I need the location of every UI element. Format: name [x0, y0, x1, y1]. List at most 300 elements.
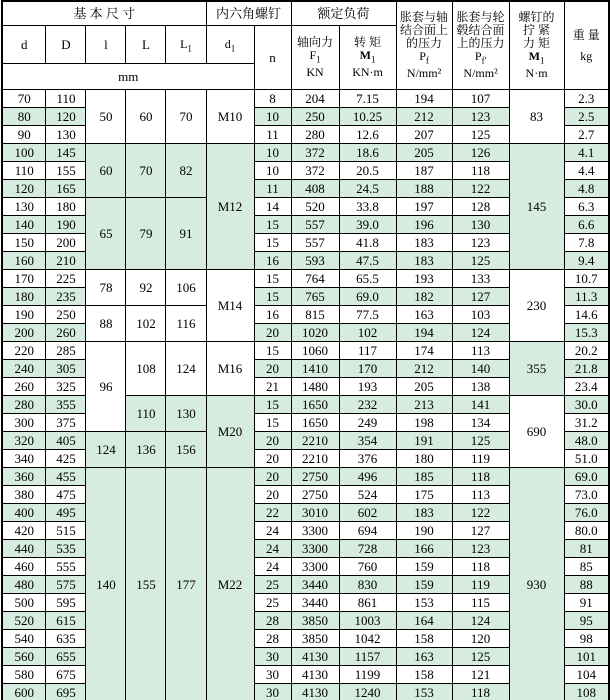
- cell-shaft-pressure: 182: [396, 288, 452, 306]
- cell-n: 11: [254, 126, 291, 144]
- cell-hub-pressure: 138: [452, 378, 509, 396]
- cell-n: 15: [254, 234, 291, 252]
- cell-shaft-pressure: 163: [396, 648, 452, 666]
- header-col-d: d: [2, 26, 46, 64]
- cell-L1: 82: [166, 144, 206, 198]
- cell-n: 15: [254, 288, 291, 306]
- cell-hub-pressure: 118: [452, 162, 509, 180]
- cell-D: 475: [46, 486, 86, 504]
- header-hex-socket-screw: 内六角螺钉: [206, 1, 291, 26]
- cell-torque: 69.0: [339, 288, 396, 306]
- cell-d: 540: [2, 630, 46, 648]
- cell-d: 600: [2, 684, 46, 700]
- cell-shaft-pressure: 180: [396, 450, 452, 468]
- cell-hub-pressure: 124: [452, 324, 509, 342]
- cell-L: 110: [126, 396, 166, 432]
- cell-hub-pressure: 118: [452, 684, 509, 700]
- cell-d: 300: [2, 414, 46, 432]
- cell-weight: 48.0: [564, 432, 609, 450]
- cell-D: 375: [46, 414, 86, 432]
- cell-L1: 116: [166, 306, 206, 342]
- cell-D: 655: [46, 648, 86, 666]
- cell-L: 79: [126, 198, 166, 270]
- cell-L: 70: [126, 144, 166, 198]
- cell-d: 500: [2, 594, 46, 612]
- cell-shaft-pressure: 188: [396, 180, 452, 198]
- cell-weight: 7.8: [564, 234, 609, 252]
- header-col-L: L: [126, 26, 166, 64]
- cell-axial-force: 4130: [291, 684, 339, 700]
- cell-d1: M16: [206, 342, 254, 396]
- cell-axial-force: 250: [291, 108, 339, 126]
- cell-weight: 76.0: [564, 504, 609, 522]
- cell-weight: 20.2: [564, 342, 609, 360]
- cell-shaft-pressure: 187: [396, 162, 452, 180]
- cell-shaft-pressure: 159: [396, 558, 452, 576]
- cell-shaft-pressure: 153: [396, 594, 452, 612]
- cell-d: 220: [2, 342, 46, 360]
- cell-axial-force: 3300: [291, 522, 339, 540]
- cell-d: 340: [2, 450, 46, 468]
- cell-D: 165: [46, 180, 86, 198]
- cell-D: 495: [46, 504, 86, 522]
- cell-weight: 2.5: [564, 108, 609, 126]
- cell-torque: 39.0: [339, 216, 396, 234]
- cell-shaft-pressure: 183: [396, 252, 452, 270]
- cell-hub-pressure: 122: [452, 180, 509, 198]
- cell-d1: M12: [206, 144, 254, 270]
- cell-d: 580: [2, 666, 46, 684]
- cell-n: 30: [254, 666, 291, 684]
- cell-weight: 2.3: [564, 90, 609, 108]
- cell-shaft-pressure: 212: [396, 360, 452, 378]
- cell-n: 21: [254, 378, 291, 396]
- cell-n: 15: [254, 270, 291, 288]
- cell-d: 150: [2, 234, 46, 252]
- cell-n: 16: [254, 252, 291, 270]
- cell-torque: 77.5: [339, 306, 396, 324]
- cell-axial-force: 3010: [291, 504, 339, 522]
- cell-weight: 14.6: [564, 306, 609, 324]
- header-col-L1: $L_1$: [166, 26, 206, 64]
- cell-hub-pressure: 133: [452, 270, 509, 288]
- cell-n: 24: [254, 522, 291, 540]
- table-row: [2, 342, 609, 360]
- cell-hub-pressure: 123: [452, 234, 509, 252]
- cell-shaft-pressure: 205: [396, 378, 452, 396]
- cell-shaft-pressure: 166: [396, 540, 452, 558]
- cell-torque: 47.5: [339, 252, 396, 270]
- cell-d: 260: [2, 378, 46, 396]
- cell-n: 15: [254, 342, 291, 360]
- header-rated-load: 额定负荷: [291, 1, 396, 26]
- cell-L1: 130: [166, 396, 206, 432]
- cell-axial-force: 3850: [291, 630, 339, 648]
- cell-weight: 108: [564, 684, 609, 700]
- cell-hub-pressure: 119: [452, 450, 509, 468]
- cell-torque: 354: [339, 432, 396, 450]
- cell-hub-pressure: 125: [452, 252, 509, 270]
- header-shaft-pressure: 胀套与轴 结合面上 的压力 $P_f$ N/mm²: [396, 1, 452, 90]
- cell-weight: 2.7: [564, 126, 609, 144]
- cell-D: 120: [46, 108, 86, 126]
- cell-weight: 81: [564, 540, 609, 558]
- cell-d: 110: [2, 162, 46, 180]
- cell-shaft-pressure: 212: [396, 108, 452, 126]
- table-row: [2, 270, 609, 288]
- cell-torque: 170: [339, 360, 396, 378]
- cell-D: 455: [46, 468, 86, 486]
- cell-hub-pressure: 119: [452, 576, 509, 594]
- cell-D: 145: [46, 144, 86, 162]
- cell-D: 325: [46, 378, 86, 396]
- cell-d: 190: [2, 306, 46, 324]
- cell-L: 60: [126, 90, 166, 144]
- cell-hub-pressure: 125: [452, 432, 509, 450]
- cell-torque: 102: [339, 324, 396, 342]
- cell-D: 515: [46, 522, 86, 540]
- cell-torque: 7.15: [339, 90, 396, 108]
- cell-shaft-pressure: 164: [396, 612, 452, 630]
- cell-axial-force: 372: [291, 144, 339, 162]
- cell-shaft-pressure: 183: [396, 234, 452, 252]
- cell-hub-pressure: 107: [452, 90, 509, 108]
- cell-torque: 193: [339, 378, 396, 396]
- cell-shaft-pressure: 158: [396, 666, 452, 684]
- cell-weight: 80.0: [564, 522, 609, 540]
- cell-axial-force: 3440: [291, 576, 339, 594]
- cell-torque: 830: [339, 576, 396, 594]
- header-hub-pressure: 胀套与轮 毂结合面 上的压力 $P_{f'}$ N/mm²: [452, 1, 509, 90]
- table-body: [2, 90, 609, 700]
- cell-axial-force: 593: [291, 252, 339, 270]
- cell-n: 15: [254, 414, 291, 432]
- cell-d: 480: [2, 576, 46, 594]
- cell-shaft-pressure: 174: [396, 342, 452, 360]
- cell-l: 96: [86, 342, 126, 432]
- header-col-n: n: [254, 26, 291, 90]
- cell-axial-force: 3300: [291, 558, 339, 576]
- cell-shaft-pressure: 191: [396, 432, 452, 450]
- cell-d1: M20: [206, 396, 254, 468]
- cell-torque: 18.6: [339, 144, 396, 162]
- cell-axial-force: 2210: [291, 450, 339, 468]
- cell-n: 14: [254, 198, 291, 216]
- cell-n: 30: [254, 684, 291, 700]
- cell-D: 210: [46, 252, 86, 270]
- cell-l: 88: [86, 306, 126, 342]
- cell-hub-pressure: 140: [452, 360, 509, 378]
- cell-tightening-torque: 145: [509, 144, 564, 270]
- cell-torque: 1003: [339, 612, 396, 630]
- cell-shaft-pressure: 205: [396, 144, 452, 162]
- cell-n: 15: [254, 216, 291, 234]
- cell-d1: M10: [206, 90, 254, 144]
- cell-l: 60: [86, 144, 126, 198]
- cell-L: 155: [126, 468, 166, 700]
- cell-d: 380: [2, 486, 46, 504]
- cell-weight: 4.8: [564, 180, 609, 198]
- header-torque: 转 矩 $M_1$ KN·m: [339, 26, 396, 90]
- cell-L: 92: [126, 270, 166, 306]
- expansion-sleeve-spec-table: [1, 0, 610, 700]
- cell-hub-pressure: 123: [452, 540, 509, 558]
- cell-axial-force: 1480: [291, 378, 339, 396]
- cell-D: 190: [46, 216, 86, 234]
- cell-weight: 91: [564, 594, 609, 612]
- cell-D: 200: [46, 234, 86, 252]
- cell-torque: 65.5: [339, 270, 396, 288]
- cell-D: 235: [46, 288, 86, 306]
- cell-L: 102: [126, 306, 166, 342]
- cell-torque: 524: [339, 486, 396, 504]
- table-row: [2, 468, 609, 486]
- cell-axial-force: 1060: [291, 342, 339, 360]
- cell-n: 15: [254, 396, 291, 414]
- cell-torque: 117: [339, 342, 396, 360]
- cell-weight: 21.8: [564, 360, 609, 378]
- cell-n: 10: [254, 144, 291, 162]
- cell-torque: 249: [339, 414, 396, 432]
- cell-hub-pressure: 103: [452, 306, 509, 324]
- cell-axial-force: 1410: [291, 360, 339, 378]
- cell-l: 140: [86, 468, 126, 700]
- cell-d: 160: [2, 252, 46, 270]
- cell-L1: 106: [166, 270, 206, 306]
- cell-d: 320: [2, 432, 46, 450]
- cell-weight: 6.6: [564, 216, 609, 234]
- cell-axial-force: 520: [291, 198, 339, 216]
- cell-weight: 104: [564, 666, 609, 684]
- header-row-1: [2, 1, 609, 26]
- cell-D: 425: [46, 450, 86, 468]
- cell-tightening-torque: 355: [509, 342, 564, 396]
- cell-axial-force: 2750: [291, 486, 339, 504]
- cell-tightening-torque: 930: [509, 468, 564, 700]
- cell-l: 50: [86, 90, 126, 144]
- cell-shaft-pressure: 183: [396, 504, 452, 522]
- cell-axial-force: 3850: [291, 612, 339, 630]
- cell-L1: 70: [166, 90, 206, 144]
- cell-d: 280: [2, 396, 46, 414]
- cell-hub-pressure: 118: [452, 468, 509, 486]
- cell-hub-pressure: 134: [452, 414, 509, 432]
- cell-torque: 694: [339, 522, 396, 540]
- cell-D: 260: [46, 324, 86, 342]
- cell-D: 305: [46, 360, 86, 378]
- cell-hub-pressure: 124: [452, 612, 509, 630]
- cell-n: 10: [254, 162, 291, 180]
- cell-D: 635: [46, 630, 86, 648]
- cell-weight: 88: [564, 576, 609, 594]
- cell-shaft-pressure: 153: [396, 684, 452, 700]
- cell-d1: M14: [206, 270, 254, 342]
- cell-n: 22: [254, 504, 291, 522]
- cell-axial-force: 557: [291, 216, 339, 234]
- cell-shaft-pressure: 207: [396, 126, 452, 144]
- cell-torque: 376: [339, 450, 396, 468]
- header-axial-force: 轴向力 $F_1$ KN: [291, 26, 339, 90]
- cell-axial-force: 3300: [291, 540, 339, 558]
- cell-d1: M22: [206, 468, 254, 700]
- cell-hub-pressure: 127: [452, 288, 509, 306]
- cell-n: 20: [254, 432, 291, 450]
- cell-torque: 20.5: [339, 162, 396, 180]
- cell-n: 28: [254, 612, 291, 630]
- cell-weight: 98: [564, 630, 609, 648]
- cell-hub-pressure: 127: [452, 522, 509, 540]
- cell-hub-pressure: 141: [452, 396, 509, 414]
- cell-shaft-pressure: 213: [396, 396, 452, 414]
- cell-torque: 1042: [339, 630, 396, 648]
- cell-D: 225: [46, 270, 86, 288]
- cell-axial-force: 280: [291, 126, 339, 144]
- cell-d: 140: [2, 216, 46, 234]
- cell-weight: 9.4: [564, 252, 609, 270]
- cell-D: 675: [46, 666, 86, 684]
- cell-axial-force: 204: [291, 90, 339, 108]
- cell-torque: 760: [339, 558, 396, 576]
- cell-d: 420: [2, 522, 46, 540]
- cell-n: 24: [254, 558, 291, 576]
- cell-weight: 73.0: [564, 486, 609, 504]
- cell-hub-pressure: 126: [452, 144, 509, 162]
- cell-torque: 728: [339, 540, 396, 558]
- cell-axial-force: 764: [291, 270, 339, 288]
- cell-d: 180: [2, 288, 46, 306]
- cell-n: 8: [254, 90, 291, 108]
- cell-hub-pressure: 125: [452, 126, 509, 144]
- cell-n: 10: [254, 108, 291, 126]
- cell-hub-pressure: 115: [452, 594, 509, 612]
- cell-hub-pressure: 118: [452, 558, 509, 576]
- cell-n: 30: [254, 648, 291, 666]
- cell-torque: 1157: [339, 648, 396, 666]
- cell-n: 20: [254, 324, 291, 342]
- cell-hub-pressure: 130: [452, 216, 509, 234]
- cell-D: 180: [46, 198, 86, 216]
- cell-axial-force: 765: [291, 288, 339, 306]
- cell-weight: 4.1: [564, 144, 609, 162]
- cell-d: 360: [2, 468, 46, 486]
- header-unit-mm: mm: [2, 64, 254, 90]
- cell-torque: 232: [339, 396, 396, 414]
- cell-n: 20: [254, 450, 291, 468]
- cell-axial-force: 557: [291, 234, 339, 252]
- cell-D: 615: [46, 612, 86, 630]
- cell-shaft-pressure: 175: [396, 486, 452, 504]
- cell-axial-force: 1020: [291, 324, 339, 342]
- cell-L1: 156: [166, 432, 206, 468]
- cell-tightening-torque: 690: [509, 396, 564, 468]
- cell-weight: 10.7: [564, 270, 609, 288]
- cell-torque: 861: [339, 594, 396, 612]
- cell-torque: 41.8: [339, 234, 396, 252]
- cell-n: 20: [254, 360, 291, 378]
- cell-d: 70: [2, 90, 46, 108]
- cell-d: 440: [2, 540, 46, 558]
- cell-weight: 4.4: [564, 162, 609, 180]
- cell-D: 575: [46, 576, 86, 594]
- cell-L: 108: [126, 342, 166, 396]
- cell-torque: 12.6: [339, 126, 396, 144]
- cell-d: 240: [2, 360, 46, 378]
- table-row: [2, 90, 609, 108]
- cell-l: 65: [86, 198, 126, 270]
- cell-d: 170: [2, 270, 46, 288]
- cell-hub-pressure: 125: [452, 648, 509, 666]
- cell-shaft-pressure: 194: [396, 324, 452, 342]
- cell-n: 20: [254, 486, 291, 504]
- cell-shaft-pressure: 197: [396, 198, 452, 216]
- cell-l: 78: [86, 270, 126, 306]
- cell-weight: 31.2: [564, 414, 609, 432]
- cell-n: 20: [254, 468, 291, 486]
- header-weight: 重 量 kg: [564, 1, 609, 90]
- cell-d: 460: [2, 558, 46, 576]
- cell-d: 80: [2, 108, 46, 126]
- cell-hub-pressure: 113: [452, 342, 509, 360]
- cell-torque: 10.25: [339, 108, 396, 126]
- cell-hub-pressure: 122: [452, 504, 509, 522]
- cell-D: 555: [46, 558, 86, 576]
- cell-D: 595: [46, 594, 86, 612]
- cell-shaft-pressure: 190: [396, 522, 452, 540]
- cell-shaft-pressure: 159: [396, 576, 452, 594]
- cell-hub-pressure: 123: [452, 108, 509, 126]
- cell-shaft-pressure: 185: [396, 468, 452, 486]
- cell-d: 400: [2, 504, 46, 522]
- cell-D: 155: [46, 162, 86, 180]
- cell-hub-pressure: 121: [452, 666, 509, 684]
- cell-D: 355: [46, 396, 86, 414]
- cell-torque: 602: [339, 504, 396, 522]
- cell-n: 16: [254, 306, 291, 324]
- cell-D: 695: [46, 684, 86, 700]
- cell-weight: 6.3: [564, 198, 609, 216]
- cell-torque: 496: [339, 468, 396, 486]
- cell-shaft-pressure: 196: [396, 216, 452, 234]
- cell-axial-force: 2750: [291, 468, 339, 486]
- cell-hub-pressure: 128: [452, 198, 509, 216]
- cell-n: 24: [254, 540, 291, 558]
- cell-hub-pressure: 120: [452, 630, 509, 648]
- cell-torque: 24.5: [339, 180, 396, 198]
- cell-axial-force: 4130: [291, 666, 339, 684]
- cell-D: 110: [46, 90, 86, 108]
- cell-D: 285: [46, 342, 86, 360]
- cell-hub-pressure: 113: [452, 486, 509, 504]
- cell-L1: 177: [166, 468, 206, 700]
- cell-D: 535: [46, 540, 86, 558]
- cell-weight: 101: [564, 648, 609, 666]
- cell-axial-force: 408: [291, 180, 339, 198]
- cell-d: 90: [2, 126, 46, 144]
- cell-weight: 15.3: [564, 324, 609, 342]
- header-tightening-torque: 螺钉的 拧 紧 力 矩 $M_1$ N·m: [509, 1, 564, 90]
- cell-d: 120: [2, 180, 46, 198]
- cell-axial-force: 4130: [291, 648, 339, 666]
- cell-torque: 33.8: [339, 198, 396, 216]
- cell-D: 130: [46, 126, 86, 144]
- header-col-D: D: [46, 26, 86, 64]
- cell-shaft-pressure: 158: [396, 630, 452, 648]
- cell-l: 124: [86, 432, 126, 468]
- cell-d: 130: [2, 198, 46, 216]
- cell-shaft-pressure: 163: [396, 306, 452, 324]
- cell-n: 11: [254, 180, 291, 198]
- cell-axial-force: 815: [291, 306, 339, 324]
